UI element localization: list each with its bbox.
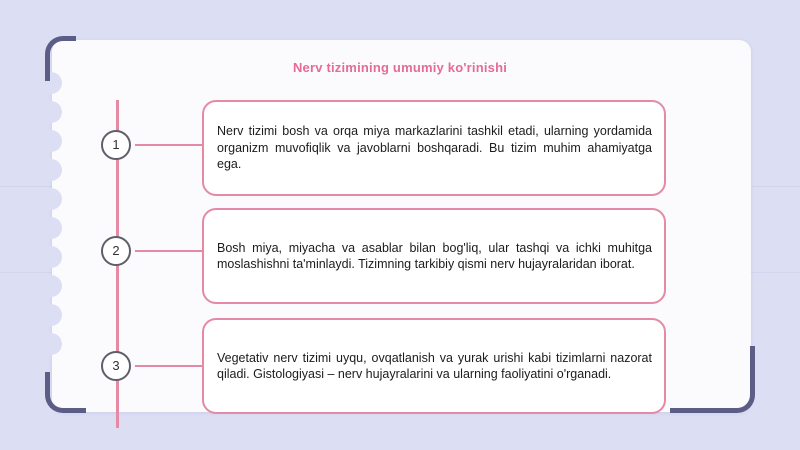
step-1-connector xyxy=(135,144,203,146)
binder-hole xyxy=(40,333,62,355)
step-1-box xyxy=(202,100,666,196)
step-2-box xyxy=(202,208,666,304)
step-3-text: Vegetativ nerv tizimi uyqu, ovqatlanish va yurak urishi kabi tizimlarni nazorat qiladi. Gistologiyasi – nerv hujayralarini va ularning faoliyatini o'rganadi. xyxy=(217,350,652,381)
step-2-connector xyxy=(135,250,203,252)
step-3-box xyxy=(202,318,666,414)
step-1-number-circle: 1 xyxy=(101,130,131,160)
slide-title: Nerv tizimining umumiy ko'rinishi xyxy=(292,60,508,75)
step-3-number-circle: 3 xyxy=(101,351,131,381)
step-2-number-circle: 2 xyxy=(101,236,131,266)
corner-bracket-bottom-left xyxy=(45,372,86,413)
corner-bracket-top-left xyxy=(45,36,76,81)
binder-hole xyxy=(40,101,62,123)
binder-hole xyxy=(40,217,62,239)
binder-hole xyxy=(40,188,62,210)
binder-hole xyxy=(40,275,62,297)
binder-hole xyxy=(40,159,62,181)
step-3-connector xyxy=(135,365,203,367)
binder-hole xyxy=(40,246,62,268)
binder-hole xyxy=(40,130,62,152)
corner-bracket-bottom-right xyxy=(670,346,755,413)
step-2-text: Bosh miya, miyacha va asablar bilan bog'liq, ular tashqi va ichki muhitga moslashishni ta'minlaydi. Tizimning tarkibiy qismi nerv hujayralaridan iborat. xyxy=(217,240,652,271)
step-1-text: Nerv tizimi bosh va orqa miya markazlarini tashkil etadi, ularning yordamida organizm muvofiqlik va javoblarni boshqaradi. Bu tizim muhim ahamiyatga ega. xyxy=(217,124,652,172)
binder-hole xyxy=(40,304,62,326)
